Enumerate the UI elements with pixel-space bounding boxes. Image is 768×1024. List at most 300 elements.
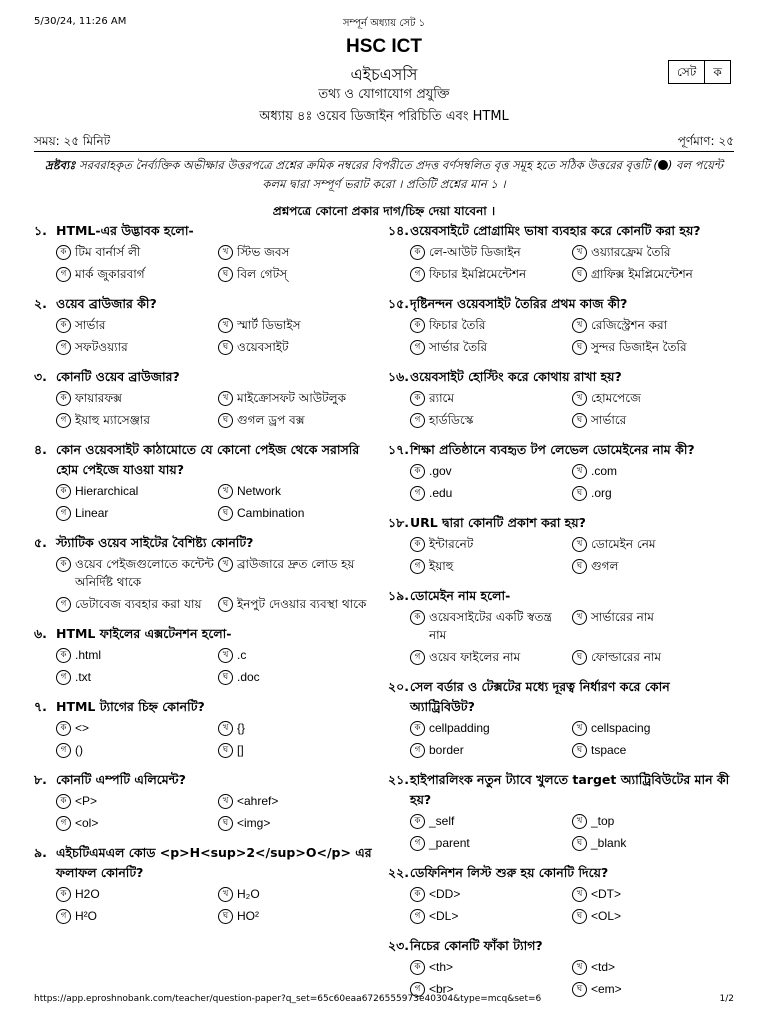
question (34, 697, 379, 761)
option-text: সুন্দর ডিজাইন তৈরি (591, 340, 687, 354)
option-text: <td> (591, 960, 616, 974)
option-text: সার্ভারের নাম (591, 610, 654, 624)
option-bubble: খ (572, 960, 587, 975)
option-bubble: ক (56, 391, 71, 406)
answer-option (410, 316, 572, 334)
option-bubble: ঘ (218, 743, 233, 758)
answer-option (56, 265, 218, 283)
option-bubble: খ (218, 484, 233, 499)
question-text: ডোমেইন নাম হলো- (410, 588, 511, 603)
question (34, 440, 379, 524)
option-text: cellpadding (429, 721, 490, 735)
notice: প্রশ্নপত্রে কোনো প্রকার দাগ/চিহ্ন দেয়া যাবেনা । (272, 204, 496, 218)
option-text: H²O (75, 909, 97, 923)
options-grid (34, 387, 379, 431)
option-text: ওয়েবসাইট (237, 340, 289, 354)
question-number: ৬. (34, 626, 47, 641)
answer-option (410, 484, 572, 502)
answer-option (572, 907, 733, 925)
question-text: URL দ্বারা কোনটি প্রকাশ করা হয়? (410, 515, 586, 530)
question-text-row (388, 367, 733, 387)
option-text: ডেটাবেজ ব্যবহার করা যায় (75, 597, 202, 611)
answer-option (56, 504, 218, 522)
question-text: ডেফিনিশন লিস্ট শুরু হয় কোনটি দিয়ে? (410, 865, 609, 880)
option-text: লে-আউট ডিজাইন (429, 245, 521, 259)
option-text: সফটওয়্যার (75, 340, 128, 354)
options-grid (388, 883, 733, 927)
question-text: কোনটি ওয়েব ব্রাউজার? (56, 369, 180, 384)
options-grid (34, 644, 379, 688)
option-bubble: ক (56, 721, 71, 736)
exam-title: HSC ICT (346, 36, 422, 57)
option-text: ওয়েব ফাইলের নাম (429, 650, 521, 664)
option-text: টিম বার্নার্স লী (75, 245, 141, 259)
option-bubble: ঘ (572, 650, 587, 665)
question-number: ১৯. (388, 588, 409, 603)
option-bubble: গ (56, 597, 71, 612)
option-bubble: খ (572, 814, 587, 829)
answer-option (410, 741, 572, 759)
option-text: Cambination (237, 506, 305, 520)
answer-option (572, 265, 733, 283)
answer-option (218, 814, 379, 832)
option-text: হোমপেজে (591, 391, 641, 405)
option-text: _parent (429, 836, 470, 850)
option-text: <DD> (429, 887, 461, 901)
option-text: ওয়েবসাইটের একটি স্বতন্ত্র নাম (429, 610, 552, 642)
option-bubble: ক (56, 318, 71, 333)
answer-option (410, 265, 572, 283)
option-bubble: খ (218, 721, 233, 736)
question (34, 843, 379, 927)
question-text-row (388, 936, 733, 956)
answer-option (56, 243, 218, 261)
question (34, 533, 379, 615)
question-number: ২১. (388, 772, 409, 787)
option-bubble: খ (572, 887, 587, 902)
option-bubble: গ (56, 267, 71, 282)
answer-option (410, 338, 572, 356)
options-grid (34, 883, 379, 927)
question-text-row (34, 843, 379, 883)
questions-left-column (34, 221, 379, 936)
question (34, 624, 379, 688)
answer-option (218, 411, 379, 429)
option-bubble: ক (56, 484, 71, 499)
option-bubble: খ (218, 794, 233, 809)
set-value: ক (704, 61, 729, 83)
answer-option (56, 411, 218, 429)
option-text: cellspacing (591, 721, 651, 735)
question (34, 770, 379, 834)
option-bubble: গ (56, 743, 71, 758)
exam-subtitle: এইচএসসি (350, 65, 418, 84)
option-bubble: ঘ (572, 486, 587, 501)
options-grid (388, 810, 733, 854)
footer-url: https://app.eproshnobank.com/teacher/question-paper?q_set=65c60eaa6726555973e40304&type=mcq&set=6 (34, 994, 542, 1004)
option-text: <DL> (429, 909, 459, 923)
option-bubble: গ (56, 340, 71, 355)
option-text: <DT> (591, 887, 622, 901)
option-text: border (429, 743, 464, 757)
option-text: .c (237, 648, 247, 662)
option-text: হার্ডডিস্কে (429, 413, 474, 427)
option-bubble: খ (572, 391, 587, 406)
option-bubble: ঘ (572, 267, 587, 282)
answer-option (410, 648, 572, 666)
option-bubble: ঘ (572, 836, 587, 851)
option-bubble: গ (410, 650, 425, 665)
question (388, 440, 733, 504)
option-text: স্টিভ জবস (237, 245, 290, 259)
answer-option (56, 719, 218, 737)
option-bubble: ক (410, 537, 425, 552)
option-text: () (75, 743, 83, 757)
option-text: ডোমেইন নেম (591, 537, 656, 551)
options-grid (388, 387, 733, 431)
option-bubble: খ (572, 464, 587, 479)
option-bubble: খ (218, 391, 233, 406)
option-bubble: ক (410, 610, 425, 625)
answer-option (56, 792, 218, 810)
option-text: সার্ভার (75, 318, 106, 332)
question-number: ৭. (34, 699, 47, 714)
option-bubble: ঘ (218, 597, 233, 612)
option-bubble: ঘ (218, 909, 233, 924)
answer-option (56, 741, 218, 759)
option-bubble: গ (56, 816, 71, 831)
question (34, 367, 379, 431)
question-text-row (34, 367, 379, 387)
option-text: ফিচার তৈরি (429, 318, 486, 332)
option-text: Network (237, 484, 282, 498)
question-text-row (388, 677, 733, 717)
answer-option (410, 535, 572, 553)
option-bubble: ক (410, 887, 425, 902)
answer-option (56, 595, 218, 613)
option-bubble: গ (410, 909, 425, 924)
option-text: ফিচার ইমপ্লিমেন্টেশন (429, 267, 527, 281)
answer-option (572, 411, 733, 429)
instructions-text-before: সরবরাহকৃত নৈর্ব্যক্তিক অভীক্ষার উত্তরপত্রে প্রশ্নের ক্রমিক নম্বরের বিপরীতে প্রদত্ত বর্ণসম্বলিত বৃত্ত সমূহ হতে সঠিক উত্তরের বৃত্তটি ( (79, 158, 658, 172)
instructions-label: দ্রষ্টব্যঃ (45, 158, 76, 172)
option-bubble: গ (410, 836, 425, 851)
option-bubble: ক (410, 318, 425, 333)
option-bubble: খ (572, 537, 587, 552)
option-text: HO² (237, 909, 259, 923)
answer-option (410, 812, 572, 830)
option-text: ইন্টারনেট (429, 537, 474, 551)
option-text: {} (237, 721, 246, 735)
option-text: গুগল ড্রপ বক্স (237, 413, 305, 427)
question-text: সেল বর্ডার ও টেক্সটের মধ্যে দূরত্ব নির্ধারণ করে কোন অ্যাট্রিবিউট? (410, 679, 670, 714)
question-text-row (34, 294, 379, 314)
options-grid (34, 790, 379, 834)
option-bubble: খ (572, 721, 587, 736)
option-text: ব্রাউজারে দ্রুত লোড হয় (237, 557, 355, 571)
option-bubble: ঘ (218, 816, 233, 831)
question-text: কোনটি এম্পটি এলিমেন্ট? (56, 772, 186, 787)
option-bubble: গ (410, 982, 425, 997)
question (388, 294, 733, 358)
question-number: ১. (34, 223, 47, 238)
answer-option (410, 907, 572, 925)
question-text: ওয়েবসাইট হোস্টিং করে কোথায় রাখা হয়? (410, 369, 622, 384)
question-text: এইচটিএমএল কোড <p>H<sup>2</sup>O</p> এর ফলাফল কোনটি? (56, 845, 372, 880)
question-text-row (388, 586, 733, 606)
options-grid (34, 553, 379, 615)
option-bubble: খ (572, 318, 587, 333)
answer-option (56, 668, 218, 686)
answer-option (410, 885, 572, 903)
options-grid (388, 533, 733, 577)
question-text: কোন ওয়েবসাইট কাঠামোতে যে কোনো পেইজ থেকে সরাসরি হোম পেইজে যাওয়া যায়? (56, 442, 360, 477)
question-text: HTML-এর উদ্ভাবক হলো- (56, 223, 194, 238)
answer-option (218, 792, 379, 810)
question (34, 294, 379, 358)
page-number: 1/2 (719, 994, 734, 1004)
option-bubble: গ (56, 909, 71, 924)
question-number: ৯. (34, 845, 47, 860)
answer-option (572, 885, 733, 903)
option-bubble: খ (218, 648, 233, 663)
question-text-row (34, 221, 379, 241)
option-text: .html (75, 648, 102, 662)
answer-option (572, 980, 733, 998)
option-bubble: ক (410, 245, 425, 260)
question-number: ১৫. (388, 296, 409, 311)
answer-option (572, 338, 733, 356)
option-bubble: ক (56, 245, 71, 260)
question-text-row (388, 440, 733, 460)
answer-option (572, 958, 733, 976)
option-text: সার্ভার তৈরি (429, 340, 488, 354)
answer-option (56, 885, 218, 903)
option-bubble: গ (56, 413, 71, 428)
option-text: H₂O (237, 887, 260, 901)
option-bubble: ঘ (218, 267, 233, 282)
option-text: .txt (75, 670, 92, 684)
question-number: ১৮. (388, 515, 409, 530)
option-bubble: গ (56, 670, 71, 685)
option-bubble: গ (410, 340, 425, 355)
question-text-row (388, 294, 733, 314)
option-bubble: ক (56, 794, 71, 809)
question-text: শিক্ষা প্রতিষ্ঠানে ব্যবহৃত টপ লেভেল ডোমেইনের নাম কী? (410, 442, 695, 457)
question-text-row (34, 697, 379, 717)
option-text: Hierarchical (75, 484, 139, 498)
answer-option (410, 557, 572, 575)
answer-option (218, 316, 379, 334)
question (388, 367, 733, 431)
question-number: ১৬. (388, 369, 409, 384)
options-grid (388, 241, 733, 285)
exam-time: সময়: ২৫ মিনিট (34, 134, 111, 148)
option-text: _blank (591, 836, 627, 850)
option-bubble: ক (56, 887, 71, 902)
question-number: ৮. (34, 772, 47, 787)
answer-option (572, 719, 733, 737)
full-marks: পূর্ণমাণ: ২৫ (677, 134, 734, 148)
option-text: মাইক্রোসফট আউটলুক (237, 391, 346, 405)
answer-option (572, 608, 733, 644)
question-text-row (388, 221, 733, 241)
answer-option (410, 389, 572, 407)
answer-option (218, 719, 379, 737)
answer-option (218, 504, 379, 522)
option-text: ওয়্যারফ্রেম তৈরি (591, 245, 671, 259)
option-text: ফায়ারফক্স (75, 391, 122, 405)
option-text: H2O (75, 887, 100, 901)
subject-name: তথ্য ও যোগাযোগ প্রযুক্তি (318, 87, 450, 102)
option-text: _top (591, 814, 615, 828)
options-grid (388, 717, 733, 761)
option-bubble: ক (410, 960, 425, 975)
answer-option (572, 812, 733, 830)
option-text: <ahref> (237, 794, 279, 808)
option-bubble: ক (56, 648, 71, 663)
question-text-row (34, 624, 379, 644)
option-text: <br> (429, 982, 454, 996)
answer-option (572, 484, 733, 502)
answer-option (56, 338, 218, 356)
option-text: র‍্যামে (429, 391, 455, 405)
answer-option (218, 741, 379, 759)
question-number: ৫. (34, 535, 47, 550)
question (388, 936, 733, 1000)
answer-option (56, 389, 218, 407)
question (388, 586, 733, 668)
instructions (34, 156, 734, 194)
answer-option (218, 338, 379, 356)
option-text: ইয়াহু ম্যাসেঞ্জার (75, 413, 150, 427)
print-datetime: 5/30/24, 11:26 AM (34, 16, 127, 27)
option-text: ইয়াহু (429, 559, 454, 573)
question-number: ২০. (388, 679, 410, 694)
option-bubble: ঘ (218, 506, 233, 521)
question-text-row (388, 513, 733, 533)
answer-option (572, 243, 733, 261)
answer-option (572, 557, 733, 575)
options-grid (388, 606, 733, 668)
option-text: বিল গেটস্‌ (237, 267, 288, 281)
option-bubble: খ (572, 245, 587, 260)
question-text-row (34, 533, 379, 553)
filled-bubble-icon (658, 160, 668, 170)
question-number: ১৭. (388, 442, 409, 457)
option-text: <ol> (75, 816, 99, 830)
option-bubble: গ (410, 486, 425, 501)
print-header (34, 16, 734, 32)
answer-option (218, 265, 379, 283)
answer-option (218, 482, 379, 500)
divider (34, 151, 734, 152)
option-text: মার্ক জুকারবার্গ (75, 267, 145, 281)
option-text: গ্রাফিক্স ইমপ্লিমেন্টেশন (591, 267, 693, 281)
answer-option (56, 907, 218, 925)
answer-option (56, 814, 218, 832)
option-text: .org (591, 486, 612, 500)
option-bubble: ক (56, 557, 71, 572)
option-text: _self (429, 814, 455, 828)
instructions-text-after: ) বল পয়েন্ট কলম দ্বারা সম্পূর্ণ ভরাট করো । প্রতিটি প্রশ্নের মান ১ । (262, 158, 723, 191)
option-bubble: ঘ (218, 670, 233, 685)
option-bubble: ঘ (218, 413, 233, 428)
answer-option (410, 411, 572, 429)
answer-option (572, 741, 733, 759)
options-grid (34, 241, 379, 285)
option-bubble: ক (410, 464, 425, 479)
option-text: স্মার্ট ডিভাইস (237, 318, 301, 332)
question (34, 221, 379, 285)
option-text: রেজিস্ট্রেশন করা (591, 318, 668, 332)
option-text: ফোল্ডারের নাম (591, 650, 662, 664)
question-text-row (34, 770, 379, 790)
question (388, 513, 733, 577)
option-bubble: গ (410, 559, 425, 574)
options-grid (34, 717, 379, 761)
options-grid (34, 314, 379, 358)
answer-option (410, 958, 572, 976)
option-text: ওয়েব পেইজগুলোতে কন্টেন্ট অনির্দিষ্ট থাকে (75, 557, 214, 589)
set-label: সেট (677, 65, 697, 79)
answer-option (410, 834, 572, 852)
question-text: স্ট্যাটিক ওয়েব সাইটের বৈশিষ্ট্য কোনটি? (56, 535, 254, 550)
question (388, 863, 733, 927)
question-text: হাইপারলিংক নতুন ট্যাবে খুলতে target অ্যাট্রিবিউটের মান কী হয়? (410, 772, 730, 807)
option-text: ইনপুট দেওয়ার ব্যবস্থা থাকে (237, 597, 367, 611)
option-bubble: খ (572, 610, 587, 625)
answer-option (218, 885, 379, 903)
option-text: tspace (591, 743, 627, 757)
option-bubble: খ (218, 557, 233, 572)
question-text: দৃষ্টিনন্দন ওয়েবসাইট তৈরির প্রথম কাজ কী? (410, 296, 628, 311)
option-bubble: গ (410, 267, 425, 282)
answer-option (56, 646, 218, 664)
answer-option (56, 555, 218, 591)
print-title: সম্পূর্ন অধ্যায় সেট ১ (342, 18, 426, 29)
option-text: <th> (429, 960, 454, 974)
question-text: HTML ট্যাগের চিহ্ন কোনটি? (56, 699, 205, 714)
answer-option (410, 719, 572, 737)
option-bubble: ক (410, 814, 425, 829)
answer-option (410, 243, 572, 261)
option-text: Linear (75, 506, 109, 520)
option-text: .com (591, 464, 618, 478)
question-number: ৩. (34, 369, 47, 384)
option-text: <OL> (591, 909, 622, 923)
option-text: <em> (591, 982, 622, 996)
answer-option (572, 389, 733, 407)
question-number: ২৩. (388, 938, 410, 953)
option-bubble: ঘ (572, 559, 587, 574)
answer-option (218, 646, 379, 664)
option-text: গুগল (591, 559, 619, 573)
options-grid (388, 460, 733, 504)
question-text-row (388, 863, 733, 883)
question-text: HTML ফাইলের এক্সটেনশন হলো- (56, 626, 232, 641)
question-text-row (34, 440, 379, 480)
option-bubble: ঘ (572, 340, 587, 355)
answer-option (218, 668, 379, 686)
answer-option (572, 462, 733, 480)
set-box (668, 60, 731, 84)
option-text: <P> (75, 794, 98, 808)
question-text-row (388, 770, 733, 810)
question (388, 770, 733, 854)
options-grid (34, 480, 379, 524)
option-bubble: গ (410, 413, 425, 428)
